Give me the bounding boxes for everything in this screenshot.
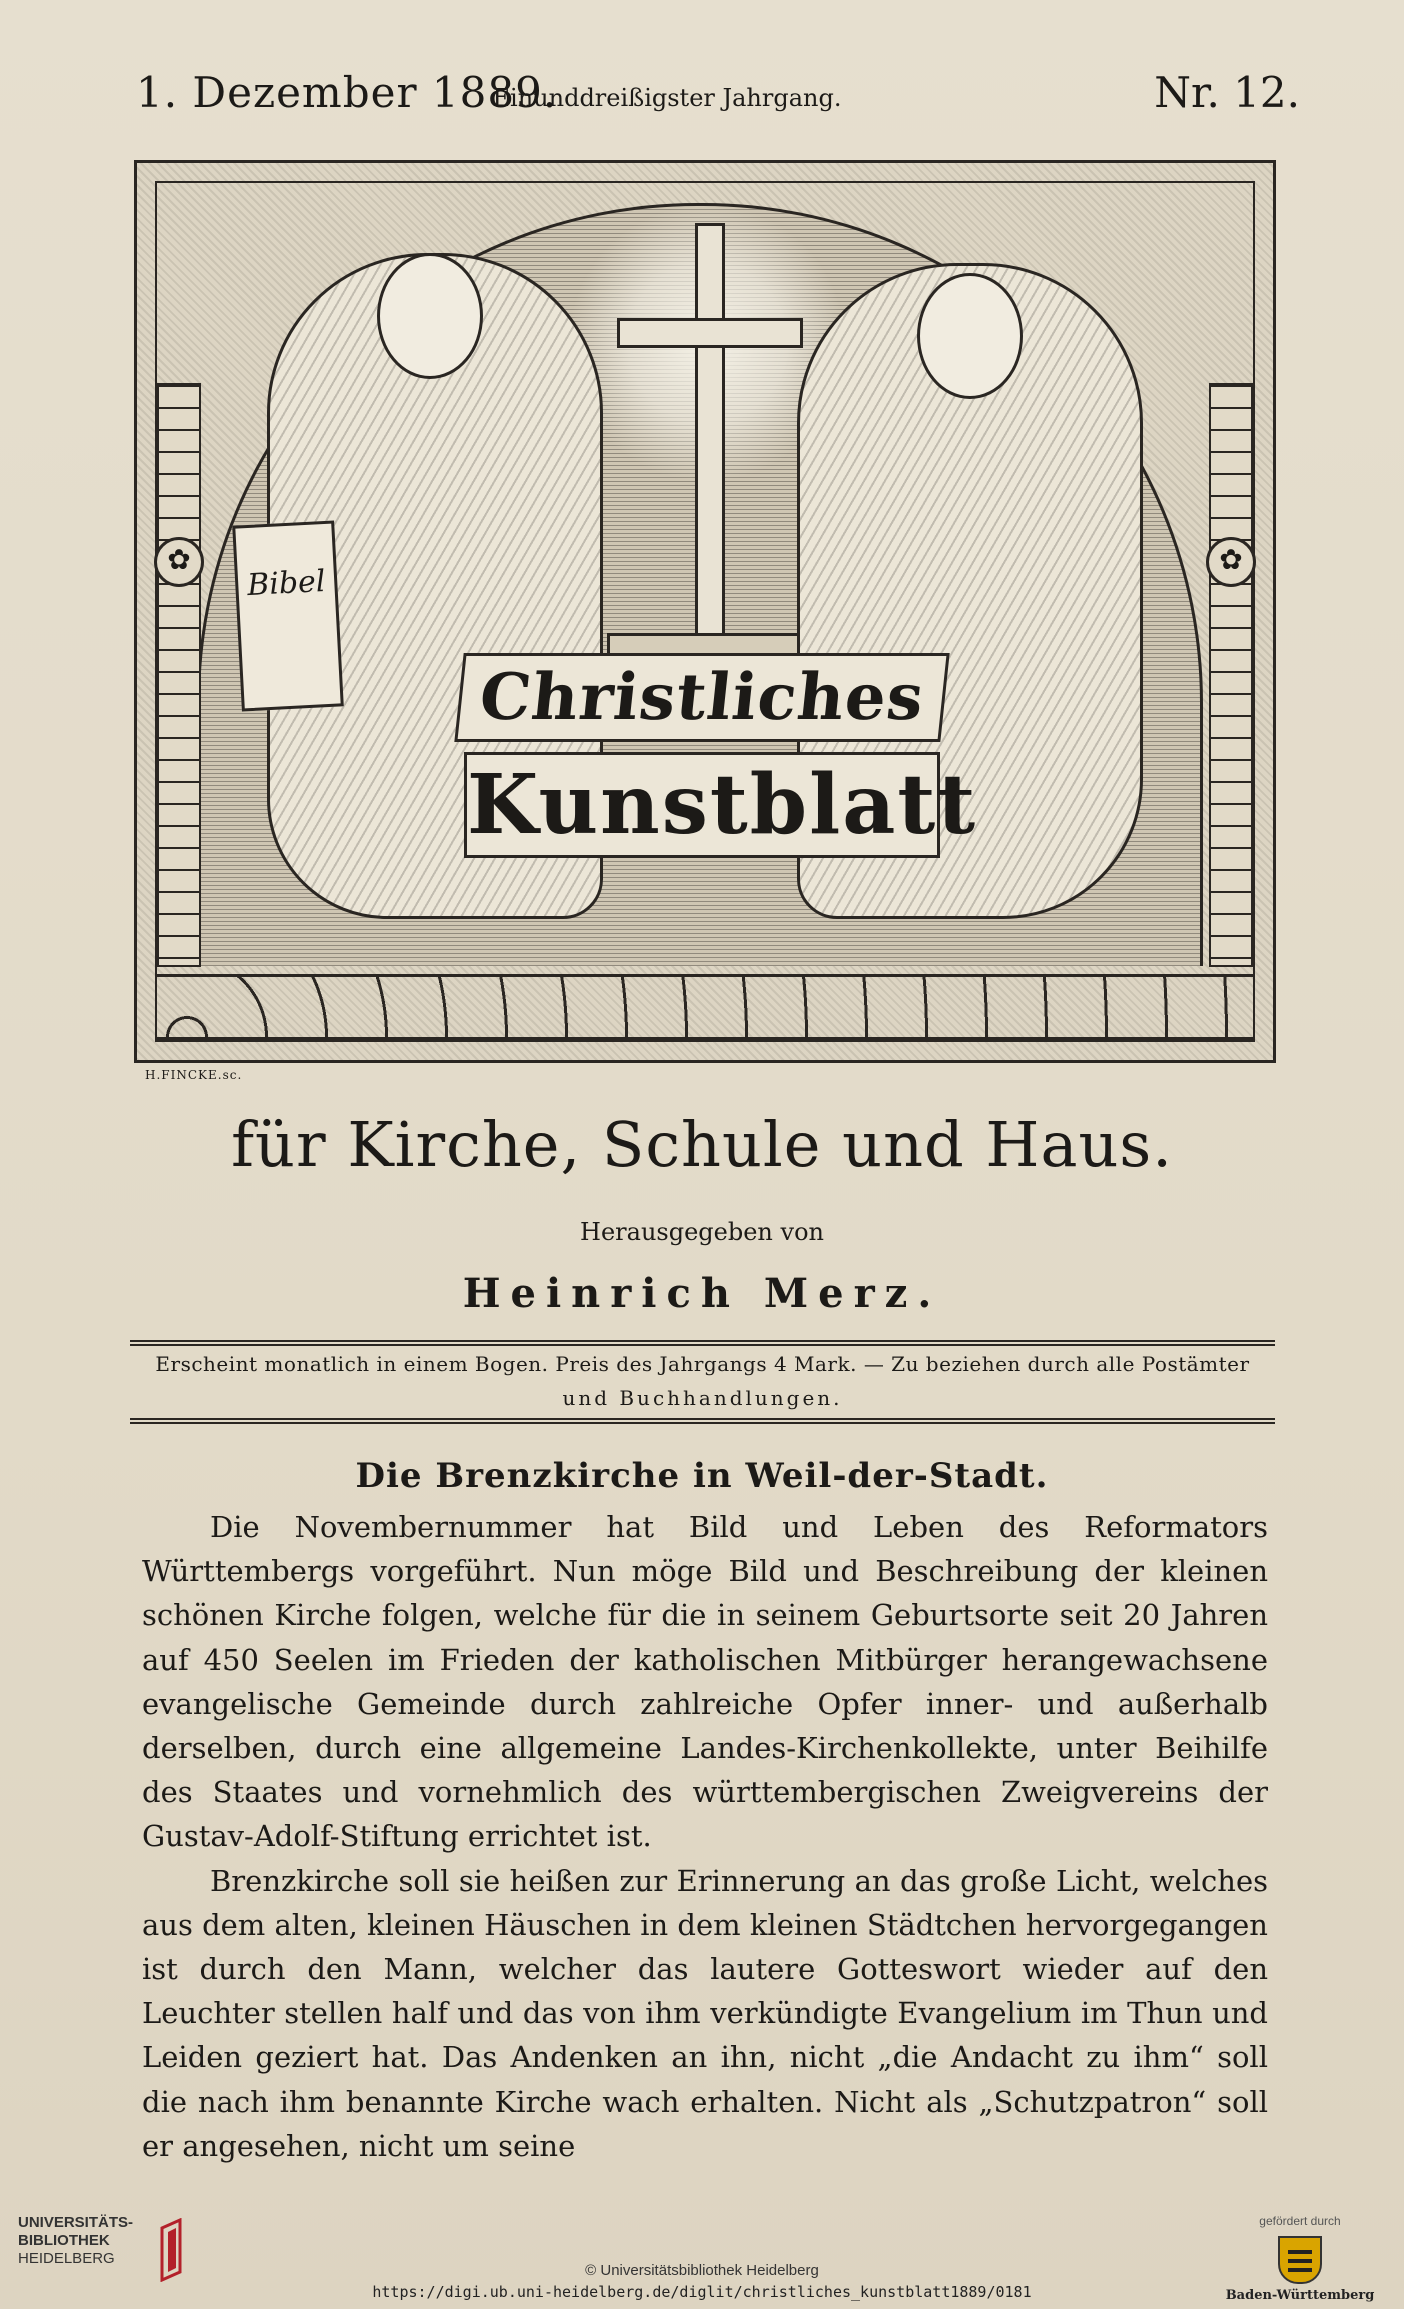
issue-date: 1. Dezember 1889. — [136, 68, 558, 117]
funder-logo[interactable] — [1220, 2214, 1380, 2303]
divider — [130, 1418, 1275, 1424]
article-body — [142, 1505, 1268, 2168]
divider — [130, 1340, 1275, 1346]
issue-number: Nr. 12. — [1154, 68, 1300, 117]
source-url-link[interactable]: https://digi.ub.uni-heidelberg.de/diglit/christliches_kunstblatt1889/0181 — [372, 2283, 1032, 2301]
paragraph: Die Novembernummer hat Bild und Leben des Reformators Württembergs vorgeführt. Nun möge Bild und Beschreibung der kleinen schönen Kirche folgen, welche für die in seinem Geburtsorte seit 20 Jahren auf 450 Seelen im Frieden der katholischen Mitbürger herangewachsene evangelische Gemeinde durch zahlreiche Opfer inner- und außerhalb derselben, durch eine allgemeine Landes-Kirchenkollekte, unter Beihilfe des Staates und vornehmlich des württembergischen Zweigvereins der Gustav-Adolf-Stiftung errichtet ist. — [142, 1510, 1268, 1854]
figure-head — [377, 253, 483, 379]
rosette-ornament — [1206, 537, 1256, 587]
cross-icon — [677, 223, 737, 653]
left-pillar — [157, 383, 201, 967]
title-line-2: Kunstblatt — [464, 752, 940, 858]
library-name-line: BIBLIOTHEK — [18, 2232, 110, 2249]
bible-label: Bibel — [246, 564, 327, 604]
title-illustration — [134, 160, 1276, 1063]
publication-subtitle: für Kirche, Schule und Haus. — [231, 1108, 1173, 1181]
funded-by-label: gefördert durch — [1259, 2214, 1341, 2228]
engraver-signature: H.FINCKE.sc. — [145, 1068, 243, 1082]
editor-name: Heinrich Merz. — [462, 1270, 942, 1317]
ornamental-frieze — [157, 974, 1253, 1040]
paragraph: Brenzkirche soll sie heißen zur Erinnerung an das große Licht, welches aus dem alten, kleinen Häuschen in dem kleinen Städtchen hervorgegangen ist durch den Mann, welcher das lautere Gotteswort wieder auf den Leuchter stellen half und das von ihm verkündigte Evangelium im Thun und Leiden geziert hat. Das Andenken an ihn, nicht „die Andacht zu ihm“ soll die nach ihm benannte Kirche wach erhalten. Nicht als „Schutzpatron“ soll er angesehen, nicht um seine — [142, 1863, 1268, 2163]
library-name-line: UNIVERSITÄTS- — [18, 2214, 134, 2231]
rosette-ornament — [154, 537, 204, 587]
bible-book — [232, 520, 344, 711]
article-title: Die Brenzkirche in Weil-der-Stadt. — [355, 1456, 1049, 1496]
copyright-notice: © Universitätsbibliothek Heidelberg — [585, 2262, 819, 2279]
coat-of-arms-icon — [1278, 2236, 1322, 2284]
masthead-title — [397, 653, 1007, 883]
library-name — [18, 2214, 133, 2268]
funder-name: Baden-Württemberg — [1225, 2288, 1375, 2303]
figure-head — [917, 273, 1023, 399]
library-logo[interactable] — [18, 2214, 190, 2292]
library-name-line: HEIDELBERG — [18, 2250, 115, 2267]
title-line-1: Christliches — [454, 653, 949, 742]
volume-text: Einunddreißigster Jahrgang. — [492, 84, 842, 112]
right-pillar — [1209, 383, 1253, 967]
subscription-info: Erscheint monatlich in einem Bogen. Preis des Jahrgangs 4 Mark. — Zu beziehen durch alle Postämter — [155, 1352, 1250, 1376]
edited-by-label: Herausgegeben von — [580, 1218, 824, 1246]
subscription-info-continued: und Buchhandlungen. — [562, 1386, 843, 1410]
